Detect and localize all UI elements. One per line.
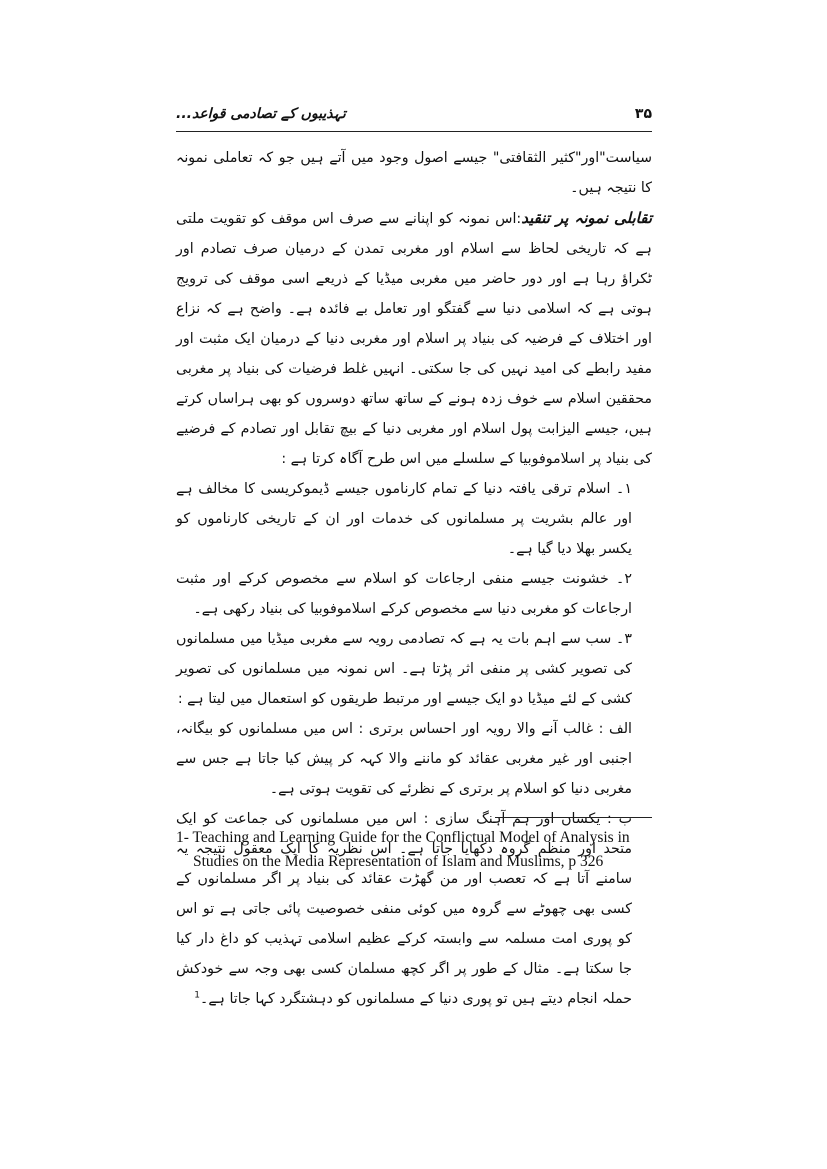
paragraph-0: سیاست"اور"کثیر الثقافتی" جیسے اصول وجود میں آتے ہیں جو کہ تعاملی نمونہ کا نتیجہ ہیں۔ — [176, 150, 652, 196]
footnote-line-2: Studies on the Media Representation of Islam and Muslims, p 326 — [193, 853, 604, 870]
footnote-rule — [495, 817, 652, 818]
footnote-line-1: Teaching and Learning Guide for the Conflictual Model of Analysis in — [192, 829, 630, 846]
paragraph-1-text: :اس نمونہ کو اپنانے سے صرف اس موقف کو تقویت ملتی ہے کہ تاریخی لحاظ سے اسلام اور مغربی تمدن کے درمیان صرف تصادم اور ٹکراؤ رہا ہے اور دور حاضر میں مغربی میڈیا کے ذریعے اسی موقف کی ترویج ہوتی ہے کہ اسلامی دنیا سے گفتگو اور تعامل بے فائدہ ہے۔ واضح ہے کہ نزاع اور اختلاف کے فرضیہ کی بنیاد پر اسلام اور مغربی دنیا کے درمیان ایک مثبت اور مفید رابطے کی امید نہیں کی جا سکتی۔ انہیں غلط فرضیات کی بنیاد پر مغربی محققین اسلام سے خوف زدہ ہونے کے ساتھ ساتھ دوسروں کو بھی ہراساں کرتے ہیں، جیسے الیزابت پول اسلام اور مغربی دنیا کے بیچ تقابل اور تصادم کے فرضیے کی بنیاد پر اسلاموفوبیا کے سلسلے میں اس طرح آگاہ کرتا ہے : — [176, 211, 652, 467]
footnote-reference[interactable]: 1 — [194, 990, 201, 1001]
header-rule — [176, 131, 652, 132]
list-item-3: ۳۔ سب سے اہم بات یہ ہے کہ تصادمی رویہ سے مغربی میڈیا میں مسلمانوں کی تصویر کشی پر منفی اثر پڑتا ہے۔ اس نمونہ میں مسلمانوں کی تصویر کشی کے لئے میڈیا دو ایک جیسے اور مرتبط طریقوں کو استعمال میں لیتا ہے : — [176, 631, 632, 707]
body-text — [176, 143, 652, 1014]
page-header — [176, 106, 652, 128]
list-item-be-text: ب : یکساں اور ہم آہنگ سازی : اس میں مسلمانوں کی جماعت کو ایک متحد اور منظم گروہ دکھایا جاتا ہے۔ اس نظریہ کا ایک معقول نتیجہ یہ سامنے آتا ہے کہ تعصب اور من گھڑت عقائد کی بنیاد پر اگر مسلمانوں کے کسی بھی چھوٹے سے گروہ میں کوئی منفی خصوصیت پائی جاتی ہے تو اس کو پوری امت مسلمہ سے وابستہ کرکے عظیم اسلامی تہذیب کو داغ دار کیا جا سکتا ہے۔ مثال کے طور پر اگر کچھ مسلمان کسی بھی وجہ سے خودکش حملہ انجام دیتے ہیں تو پوری دنیا کے مسلمانوں کو دہشتگرد کہا جاتا ہے۔ — [176, 811, 632, 1007]
paragraph-1 — [176, 203, 652, 474]
page-number: ۳۵ — [634, 106, 652, 122]
list-item-alif: الف : غالب آنے والا رویہ اور احساس برتری : اس میں مسلمانوں کو بیگانہ، اجنبی اور غیر مغربی عقائد کو ماننے والا کہہ کر پیش کیا جاتا ہے جس سے مغربی دنیا کو اسلام پر برتری کے نظرئے کی تقویت ہوتی ہے۔ — [176, 721, 632, 797]
footnote-number: 1- — [176, 829, 189, 846]
running-title: تہذیبوں کے تصادمی قواعد... — [176, 106, 346, 122]
list-item-1: ۱۔ اسلام ترقی یافتہ دنیا کے تمام کارناموں جیسے ڈیموکریسی کا مخالف ہے اور عالم بشریت پر مسلمانوں کی خدمات اور ان کے تاریخی کارناموں کو یکسر بھلا دیا گیا ہے۔ — [176, 481, 632, 557]
list-item-2: ۲۔ خشونت جیسے منفی ارجاعات کو اسلام سے مخصوص کرکے اور مثبت ارجاعات کو مغربی دنیا سے مخصوص کرکے اسلاموفوبیا کی بنیاد رکھی ہے۔ — [176, 571, 632, 617]
footnote — [176, 826, 652, 874]
section-heading: تقابلی نمونہ پر تنقید — [521, 209, 653, 227]
